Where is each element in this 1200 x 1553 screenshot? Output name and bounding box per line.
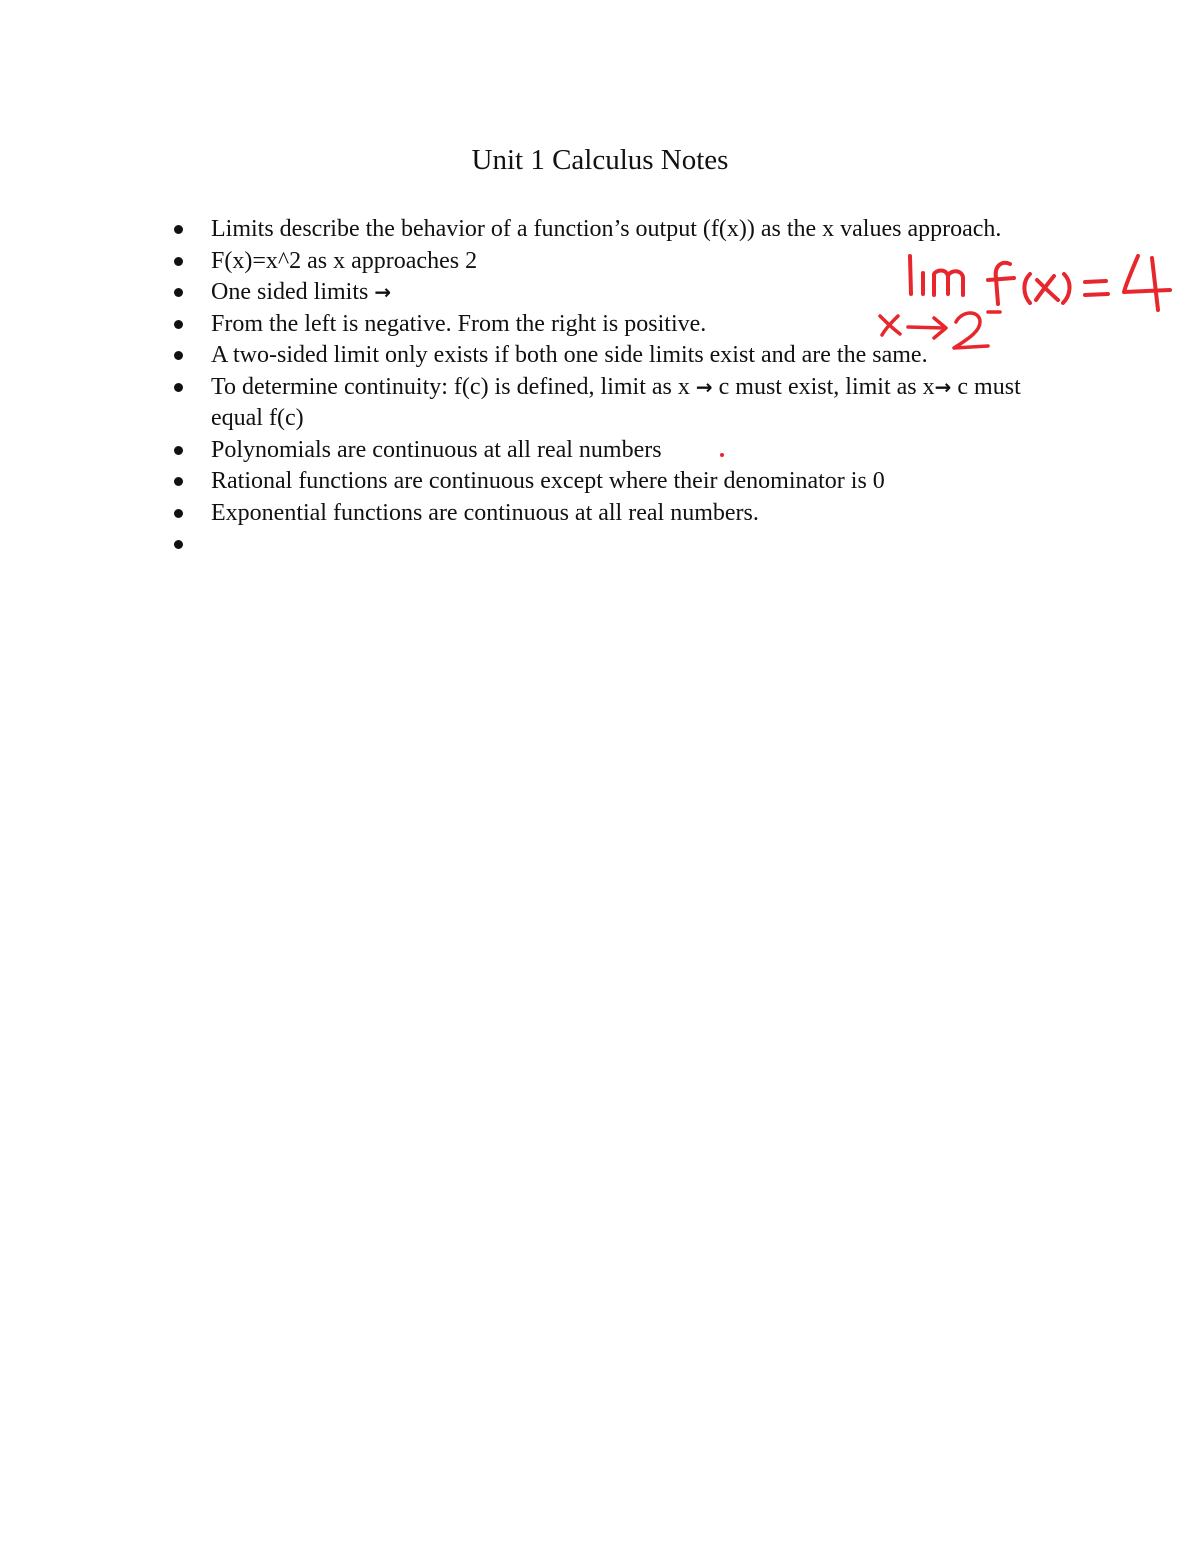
note-text-part: One sided limits (211, 279, 369, 305)
note-text: From the left is negative. From the right is positive. (211, 310, 707, 337)
ink-stroke (910, 256, 911, 294)
document-title: Unit 1 Calculus Notes (471, 144, 729, 176)
note-text: A two-sided limit only exists if both one side limits exist and are the same. (211, 342, 928, 368)
handwritten-limit-annotation (870, 240, 1190, 360)
arrow-right-icon: → (934, 374, 952, 399)
list-item (172, 529, 1052, 561)
bullet-icon (174, 383, 183, 392)
list-item (172, 372, 1052, 435)
note-text: Rational functions are continuous except where their denominator is 0 (211, 468, 885, 494)
handwriting-ink (880, 256, 1170, 348)
ink-stroke (880, 316, 900, 335)
list-item (172, 435, 1052, 467)
ink-stroke (1024, 274, 1030, 303)
list-item (172, 498, 1052, 530)
bullet-icon (174, 540, 183, 549)
bullet-icon (174, 288, 183, 297)
note-text: F(x)=x^2 as x approaches 2 (211, 247, 478, 274)
arrow-right-icon: → (374, 280, 392, 304)
ink-stroke (954, 313, 988, 348)
note-text: Polynomials are continuous at all real numbers (211, 436, 662, 463)
bullet-icon (174, 446, 183, 455)
note-text-part: c must exist, limit as x (718, 373, 935, 400)
ink-stroke (1036, 276, 1058, 300)
bullet-icon (174, 320, 183, 329)
bullet-icon (174, 351, 183, 360)
note-text: Limits describe the behavior of a function’s output (f(x)) as the x values approach. (211, 216, 1002, 242)
ink-stroke (988, 263, 1014, 304)
note-text: Exponential functions are continuous at all real numbers. (211, 499, 759, 526)
ink-stroke (934, 271, 963, 296)
note-text-part: To determine continuity: f(c) is defined, limit as x (211, 373, 690, 400)
ink-stroke (1085, 281, 1108, 295)
arrow-right-icon: → (695, 374, 713, 399)
bullet-icon (174, 509, 183, 518)
ink-stroke (908, 318, 946, 338)
bullet-icon (174, 225, 183, 234)
ink-dot (720, 453, 724, 457)
bullet-icon (174, 477, 183, 486)
list-item (172, 466, 1052, 498)
ink-stroke (1063, 274, 1070, 303)
note-text-part: c must equal f(c) (211, 373, 1021, 431)
bullet-icon (174, 257, 183, 266)
note-text (211, 372, 1052, 435)
ink-stroke (1124, 256, 1170, 310)
